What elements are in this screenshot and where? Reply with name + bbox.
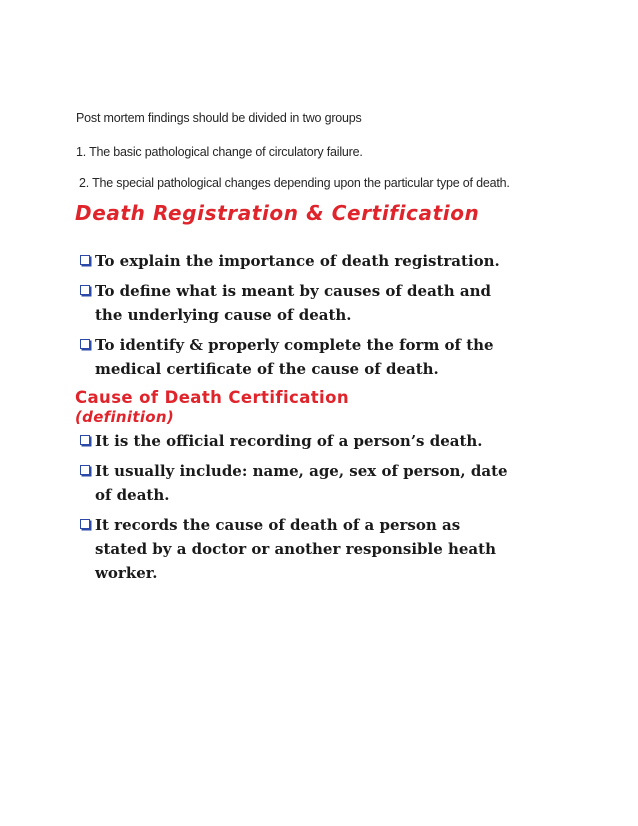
objectives-list	[78, 249, 500, 387]
bullet-text: It records the cause of death of a person as	[95, 516, 461, 534]
checkbox-square-icon	[80, 339, 90, 349]
intro-item-1: 1. The basic pathological change of circulatory failure.	[76, 145, 363, 159]
section-subheading-definition: (definition)	[75, 408, 175, 426]
bullet-text: It usually include: name, age, sex of person, date	[95, 462, 508, 480]
checkbox-square-icon	[80, 435, 90, 445]
section-heading-cause-of-death: Cause of Death Certification	[75, 388, 349, 407]
definition-list	[78, 429, 508, 591]
bullet-text-continued: stated by a doctor or another responsible heath	[95, 540, 496, 558]
section-heading-death-registration: Death Registration & Certification	[75, 201, 480, 225]
checkbox-square-icon	[80, 465, 90, 475]
list-item	[78, 333, 500, 381]
list-item	[78, 429, 508, 453]
list-item	[78, 513, 508, 585]
list-item	[78, 459, 508, 507]
checkbox-square-icon	[80, 519, 90, 529]
checkbox-square-icon	[80, 285, 90, 295]
bullet-text-continued: worker.	[95, 564, 158, 582]
bullet-text: It is the official recording of a person’s death.	[95, 432, 483, 450]
bullet-text: To identify & properly complete the form of the	[95, 336, 494, 354]
intro-text: Post mortem findings should be divided in two groups	[76, 111, 362, 125]
bullet-text: To define what is meant by causes of death and	[95, 282, 491, 300]
bullet-text-continued: medical certificate of the cause of death.	[95, 360, 439, 378]
bullet-text-continued: of death.	[95, 486, 170, 504]
intro-item-2: 2. The special pathological changes depending upon the particular type of death.	[79, 176, 510, 190]
list-item	[78, 279, 500, 327]
checkbox-square-icon	[80, 255, 90, 265]
bullet-text: To explain the importance of death registration.	[95, 252, 500, 270]
list-item	[78, 249, 500, 273]
bullet-text-continued: the underlying cause of death.	[95, 306, 352, 324]
